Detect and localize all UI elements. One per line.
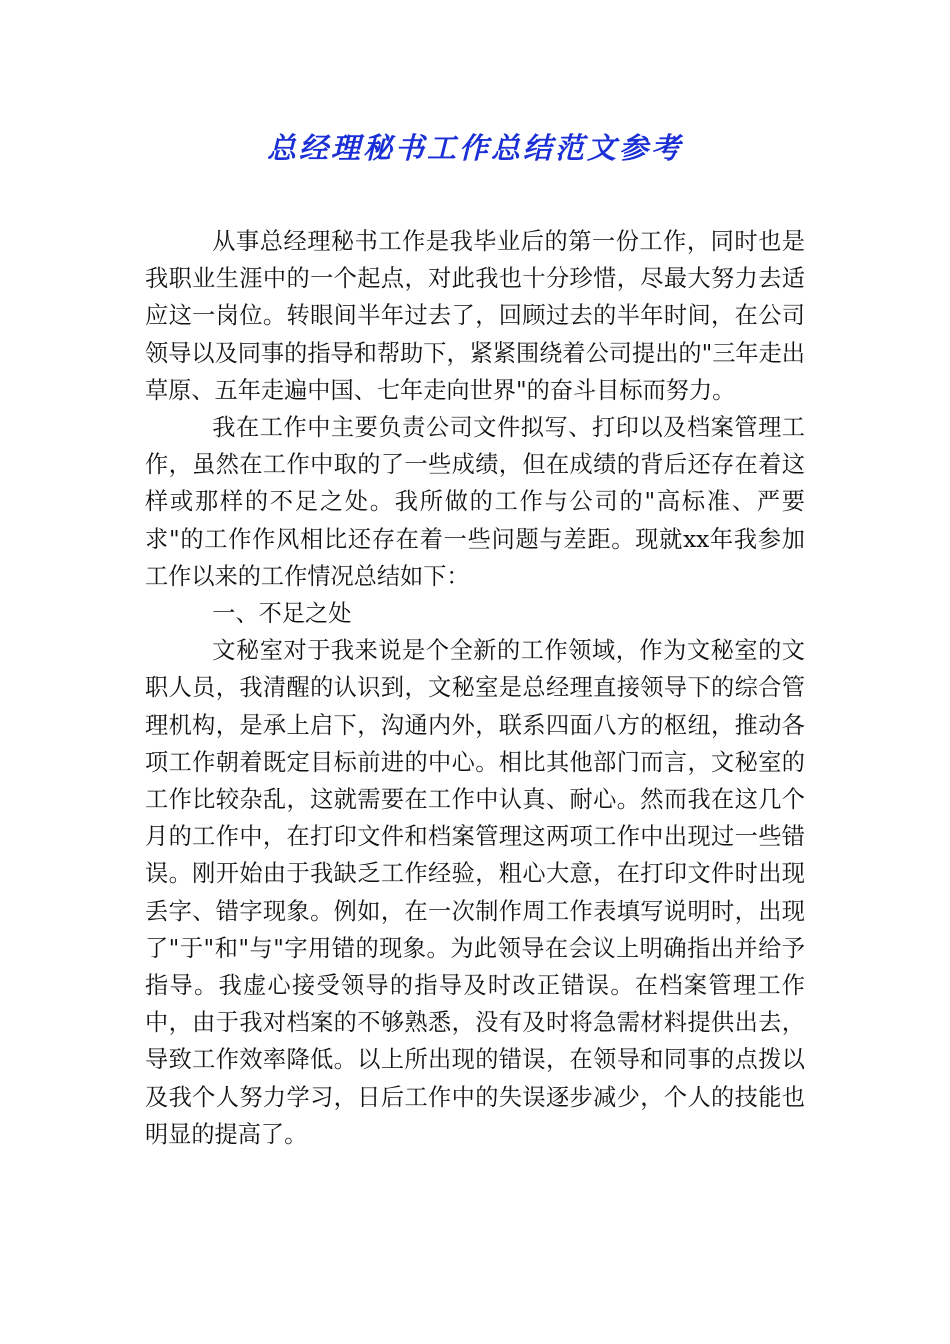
paragraph-intro: 从事总经理秘书工作是我毕业后的第一份工作，同时也是我职业生涯中的一个起点，对此我也十分珍惜，尽最大努力去适应这一岗位。转眼间半年过去了，回顾过去的半年时间，在公司领导以及同事的指导和帮助下，紧紧围绕着公司提出的"三年走出草原、五年走遍中国、七年走向世界"的奋斗目标而努力。 [145, 228, 805, 404]
section-heading-shortcomings: 一、不足之处 [212, 600, 352, 628]
paragraph-shortcomings: 文秘室对于我来说是个全新的工作领域，作为文秘室的文职人员，我清醒的认识到，文秘室是总经理直接领导下的综合管理机构，是承上启下，沟通内外，联系四面八方的枢纽，推动各项工作朝着既定目标前进的中心。相比其他部门而言，文秘室的工作比较杂乱，这就需要在工作中认真、耐心。然而我在这几个月的工作中，在打印文件和档案管理这两项工作中出现过一些错误。刚开始由于我缺乏工作经验，粗心大意，在打印文件时出现丢字、错字现象。例如，在一次制作周工作表填写说明时，出现了"于"和"与"字用错的现象。为此领导在会议上明确指出并给予指导。我虚心接受领导的指导及时改正错误。在档案管理工作中，由于我对档案的不够熟悉，没有及时将急需材料提供出去，导致工作效率降低。以上所出现的错误，在领导和同事的点拨以及我个人努力学习，日后工作中的失误逐步减少，个人的技能也明显的提高了。 [145, 637, 805, 1148]
document-title: 总经理秘书工作总结范文参考 [266, 131, 683, 165]
document-body [145, 223, 805, 1153]
paragraph-responsibilities: 我在工作中主要负责公司文件拟写、打印以及档案管理工作，虽然在工作中取的了一些成绩，但在成绩的背后还存在着这样或那样的不足之处。我所做的工作与公司的"高标准、严要求"的工作作风相比还存在着一些问题与差距。现就xx年我参加工作以来的工作情况总结如下： [145, 414, 805, 590]
